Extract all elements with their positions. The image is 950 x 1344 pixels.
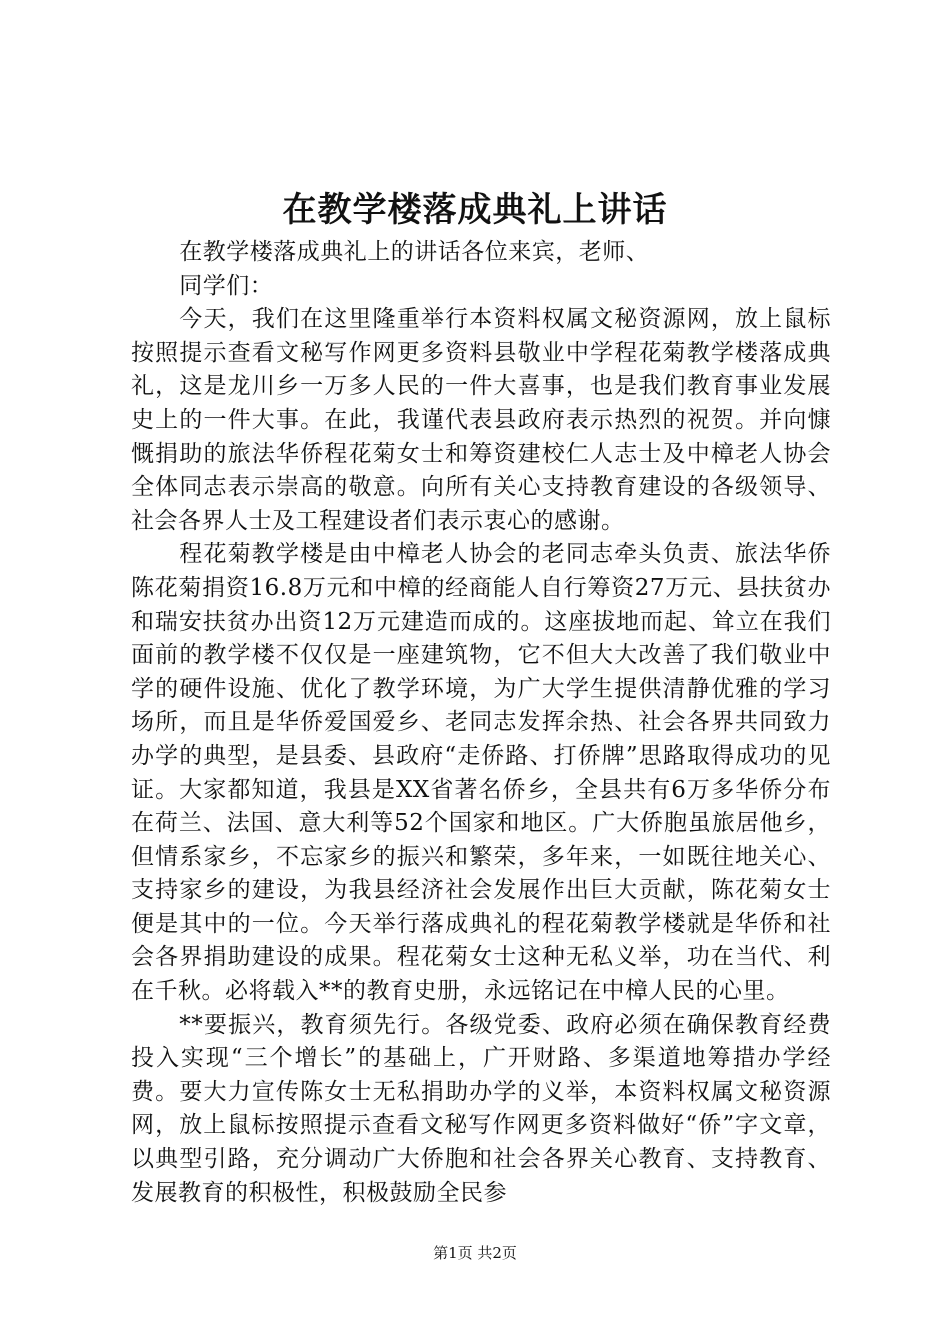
document-title: 在教学楼落成典礼上讲话	[282, 190, 668, 230]
salutation-line: 同学们：	[179, 272, 274, 299]
paragraph-3: **要振兴，教育须先行。各级党委、政府必须在确保教育经费投入实现“三个增长”的基础上，广开财路、多渠道地筹措办学经费。要大力宣传陈女士无私捐助办学的义举，本资料权属文秘资源网，放上鼠标按照提示查看文秘写作网更多资料做好“侨”字文章，以典型引路，充分调动广大侨胞和社会各界关心教育、支持教育、发展教育的积极性，积极鼓励全民参	[131, 1011, 831, 1206]
paragraph-2: 程花菊教学楼是由中樟老人协会的老同志牵头负责、旅法华侨陈花菊捐资16.8万元和中樟的经商能人自行筹资27万元、县扶贫办和瑞安扶贫办出资12万元建造而成的。这座拔地而起、耸立在我们面前的教学楼不仅仅是一座建筑物，它不但大大改善了我们敬业中学的硬件设施、优化了教学环境，为广大学生提供清静优雅的学习场所，而且是华侨爱国爱乡、老同志发挥余热、社会各界共同致力办学的典型，是县委、县政府“走侨路、打侨牌”思路取得成功的见证。大家都知道，我县是XX省著名侨乡，全县共有6万多华侨分布在荷兰、法国、意大利等52个国家和地区。广大侨胞虽旅居他乡，但情系家乡，不忘家乡的振兴和繁荣，多年来，一如既往地关心、支持家乡的建设，为我县经济社会发展作出巨大贡献，陈花菊女士便是其中的一位。今天举行落成典礼的程花菊教学楼就是华侨和社会各界捐助建设的成果。程花菊女士这种无私义举，功在当代、利在千秋。必将载入**的教育史册，永远铭记在中樟人民的心里。	[131, 541, 831, 1005]
intro-line: 在教学楼落成典礼上的讲话各位来宾，老师、	[179, 239, 650, 265]
document-body	[131, 236, 831, 1210]
page-footer: 第1页 共2页	[433, 1244, 517, 1262]
paragraph-1: 今天，我们在这里隆重举行本资料权属文秘资源网，放上鼠标按照提示查看文秘写作网更多资料县敬业中学程花菊教学楼落成典礼，这是龙川乡一万多人民的一件大喜事，也是我们教育事业发展史上的一件大事。在此，我谨代表县政府表示热烈的祝贺。并向慷慨捐助的旅法华侨程花菊女士和筹资建校仁人志士及中樟老人协会全体同志表示崇高的敬意。向所有关心支持教育建设的各级领导、社会各界人士及工程建设者们表示衷心的感谢。	[131, 306, 831, 534]
